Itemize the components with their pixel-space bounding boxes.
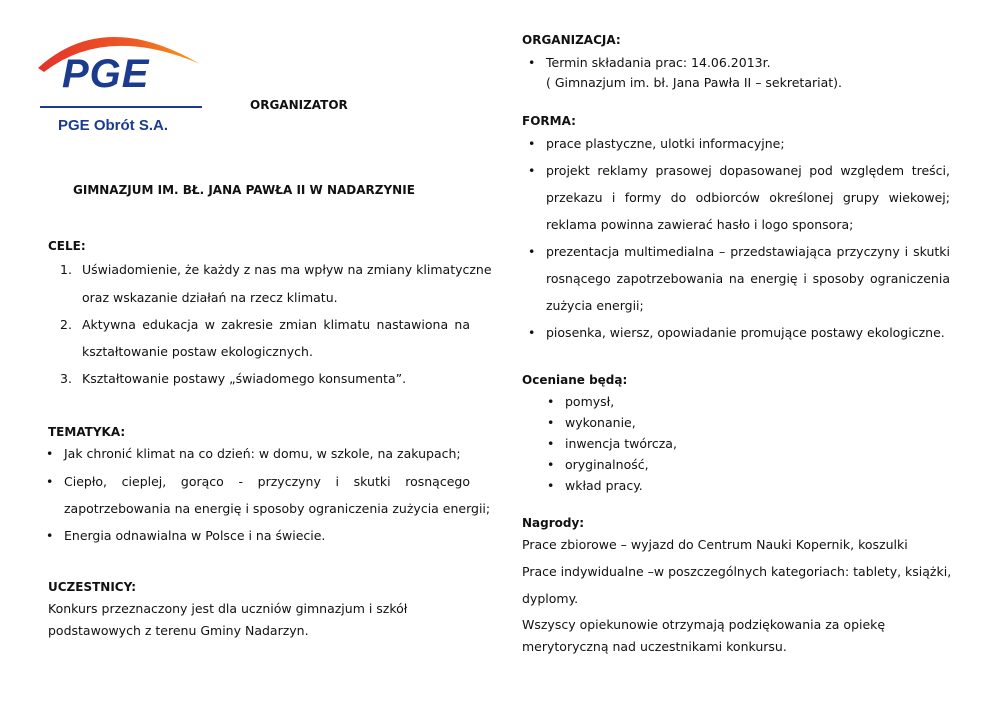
goals-heading: CELE:	[48, 239, 86, 253]
evaluation-item: • oryginalność,	[565, 457, 649, 472]
school-name: GIMNAZJUM IM. BŁ. JANA PAWŁA II W NADARZYNIE	[73, 183, 415, 197]
participants-text: Konkurs przeznaczony jest dla uczniów gimnazjum i szkół	[48, 601, 408, 616]
participants-heading: UCZESTNICY:	[48, 580, 137, 594]
form-item: • prace plastyczne, ulotki informacyjne;	[546, 136, 785, 151]
logo-subtitle: PGE Obrót S.A.	[58, 117, 169, 134]
form-item: • prezentacja multimedialna – przedstawiająca przyczyny i skutki	[546, 244, 950, 259]
participants-text: podstawowych z terenu Gminy Nadarzyn.	[48, 623, 309, 638]
form-item-continued: rosnącego zapotrzebowania na energię i sposoby ograniczenia	[546, 271, 950, 286]
topic-item: • Jak chronić klimat na co dzień: w domu, w szkole, na zakupach;	[64, 446, 461, 461]
prizes-text: dyplomy.	[522, 591, 579, 606]
topics-heading: TEMATYKA:	[48, 425, 126, 439]
form-item-continued: reklama powinna zawierać hasło i logo sponsora;	[546, 217, 854, 232]
goal-text: kształtowanie postaw ekologicznych.	[82, 344, 313, 359]
topic-item: • Energia odnawialna w Polsce i na świecie.	[64, 528, 325, 543]
organization-heading: ORGANIZACJA:	[522, 33, 621, 47]
logo-underline	[40, 106, 202, 108]
evaluation-item: • inwencja twórcza,	[565, 436, 677, 451]
evaluation-item: • wykonanie,	[565, 415, 636, 430]
form-item-continued: przekazu i formy do odbiorców określonej grupy wiekowej;	[546, 190, 950, 205]
form-item-continued: zużycia energii;	[546, 298, 644, 313]
evaluation-item: • wkład pracy.	[565, 478, 643, 493]
prizes-text: Prace zbiorowe – wyjazd do Centrum Nauki Kopernik, koszulki	[522, 537, 908, 552]
topic-item-continued: zapotrzebowania na energię i sposoby ograniczenia zużycia energii;	[64, 501, 491, 516]
form-item: • projekt reklamy prasowej dopasowanej pod względem treści,	[546, 163, 950, 178]
topic-item: • Ciepło, cieplej, gorąco - przyczyny i skutki rosnącego	[64, 474, 470, 489]
form-item: • piosenka, wiersz, opowiadanie promujące postawy ekologiczne.	[546, 325, 945, 340]
form-heading: FORMA:	[522, 114, 576, 128]
prizes-text: merytoryczną nad uczestnikami konkursu.	[522, 639, 787, 654]
logo-brand-text: PGE	[62, 52, 150, 96]
organization-deadline: • Termin składania prac: 14.06.2013r.	[546, 55, 771, 70]
goal-text: oraz wskazanie działań na rzecz klimatu.	[82, 290, 338, 305]
organizer-heading: ORGANIZATOR	[250, 98, 348, 112]
prizes-heading: Nagrody:	[522, 516, 585, 530]
goal-text: Uświadomienie, że każdy z nas ma wpływ na zmiany klimatyczne	[82, 262, 492, 277]
goal-number: 3.	[60, 371, 72, 386]
prizes-text: Prace indywidualne –w poszczególnych kategoriach: tablety, książki,	[522, 564, 952, 579]
organization-location: ( Gimnazjum im. bł. Jana Pawła II – sekretariat).	[546, 75, 843, 90]
evaluation-heading: Oceniane będą:	[522, 373, 628, 387]
evaluation-item: • pomysł,	[565, 394, 614, 409]
goal-text: Aktywna edukacja w zakresie zmian klimatu nastawiona na	[82, 317, 470, 332]
goal-text: Kształtowanie postawy „świadomego konsumenta”.	[82, 371, 407, 386]
prizes-text: Wszyscy opiekunowie otrzymają podziękowania za opiekę	[522, 617, 886, 632]
goal-number: 2.	[60, 317, 72, 332]
goal-number: 1.	[60, 262, 72, 277]
